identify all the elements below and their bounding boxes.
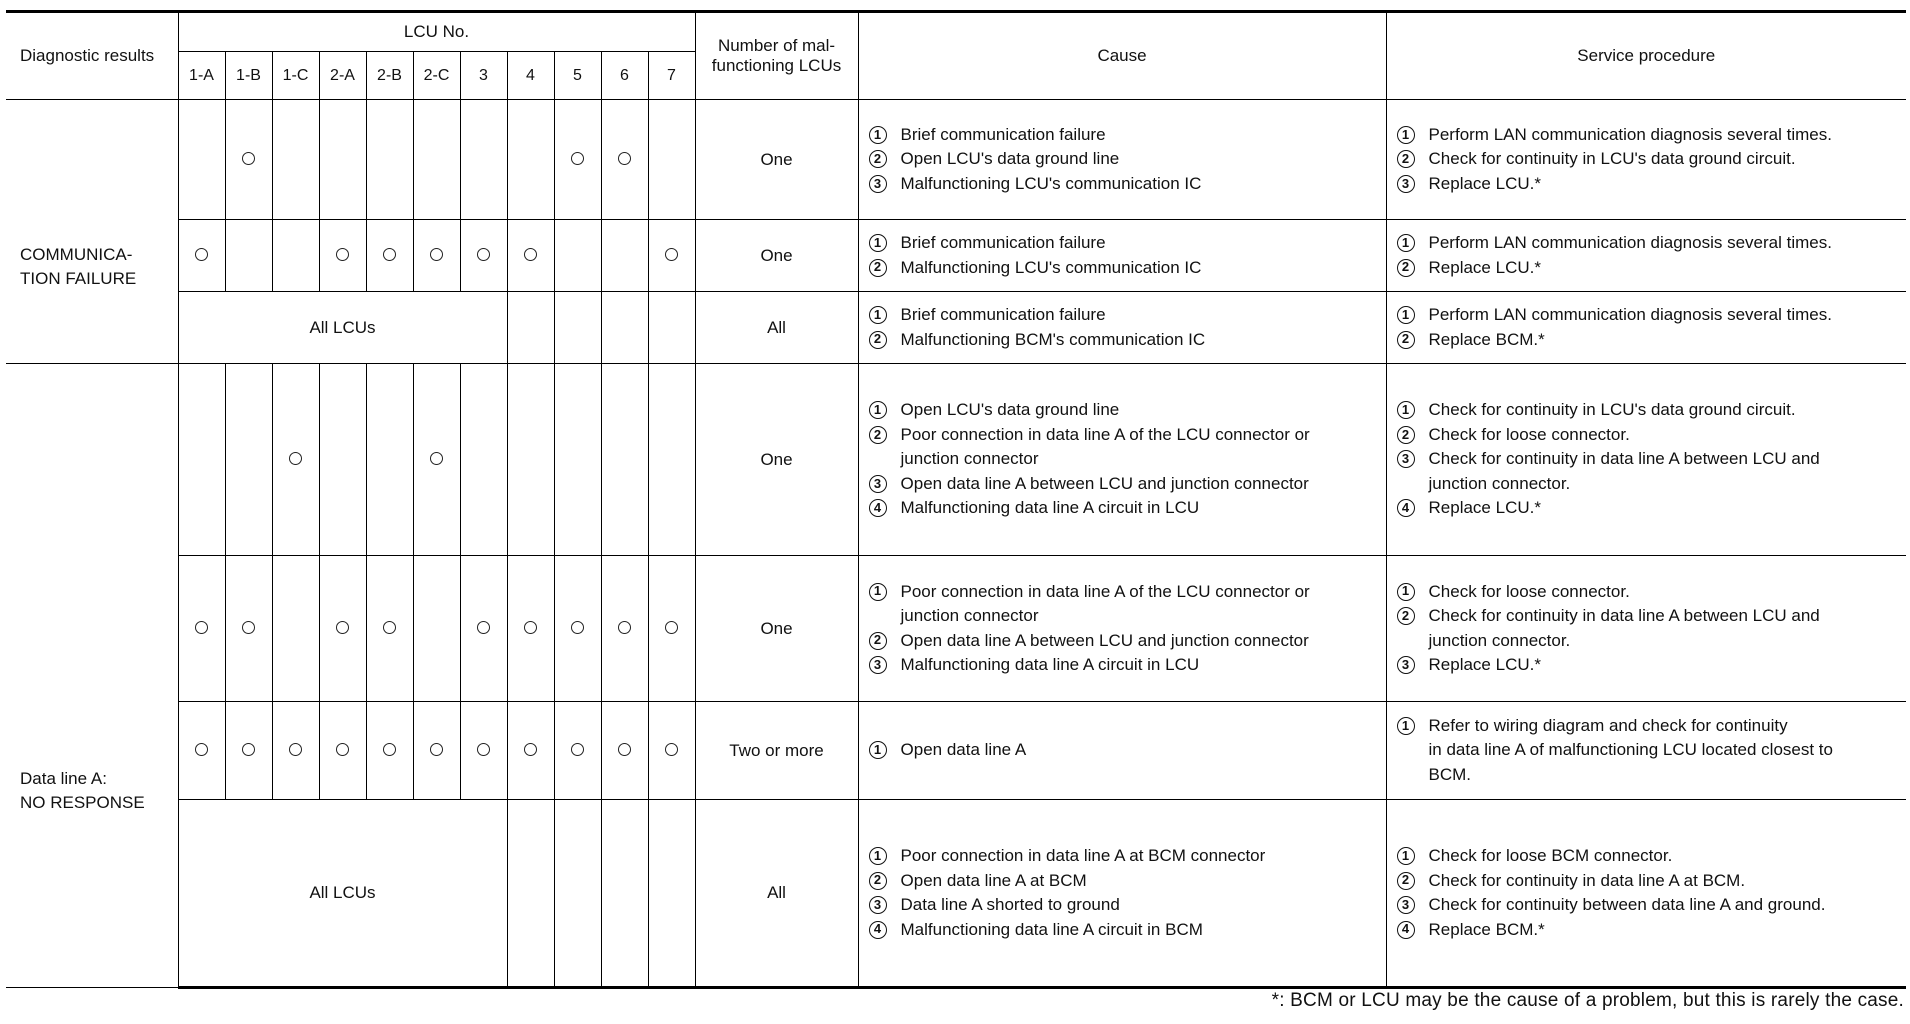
procedure-item-text: Check for loose BCM connector. [1428,846,1673,865]
lcu-mark-cell [225,702,272,800]
lcu-mark-cell [178,364,225,556]
circle-mark-icon [383,743,396,756]
cause-item-text: Open LCU's data ground line [900,149,1120,169]
circle-mark-icon [195,248,208,261]
circled-number-icon: 2 [1397,150,1415,168]
procedure-item [1397,303,1897,328]
lcu-mark-cell [178,556,225,702]
cause-item-text: Brief communication failure [900,305,1106,324]
lcu-mark-cell [178,100,225,220]
circled-number-icon: 2 [869,872,887,890]
circled-number-icon: 1 [1397,234,1415,252]
cause-item-text: Malfunctioning BCM's communication IC [900,329,1206,349]
lcu-mark-cell [225,220,272,292]
procedure-item-text: Check for continuity in data line A between LCU and [1428,606,1820,625]
lcu-mark-cell [319,220,366,292]
lcu-mark-cell [366,220,413,292]
lcu-mark-cell [507,702,554,800]
cause-item [869,580,1376,605]
procedure-item-text: Replace BCM.* [1428,919,1545,939]
lcu-mark-cell [507,220,554,292]
header-lcu-unit: 3 [460,52,507,100]
cause-item-text: Poor connection in data line A of the LCU connector or [900,424,1310,444]
cause-item [869,398,1376,423]
procedure-item-continuation: in data line A of malfunctioning LCU located closest to [1428,740,1833,760]
circle-mark-icon [618,621,631,634]
circled-number-icon: 1 [1397,717,1415,735]
lcu-mark-cell [272,556,319,702]
lcu-mark-cell [601,556,648,702]
circle-mark-icon [665,248,678,261]
lcu-mark-cell [554,556,601,702]
circled-number-icon: 1 [869,234,887,252]
lcu-mark-cell [648,100,695,220]
circled-number-icon: 3 [869,656,887,674]
circled-number-icon: 2 [1397,259,1415,277]
lcu-mark-cell [507,556,554,702]
header-lcu-unit: 7 [648,52,695,100]
diagnostic-result-line1: Data line A: [20,768,107,788]
cause-item-text: Malfunctioning data line A circuit in BCM [900,919,1203,939]
circled-number-icon: 4 [869,921,887,939]
header-lcu-unit: 2-B [366,52,413,100]
cause-item-text: Malfunctioning data line A circuit in LCU [900,655,1200,674]
lcu-mark-cell [507,364,554,556]
lcu-mark-cell [272,364,319,556]
malfunction-count: All [695,292,858,364]
diagnostic-result-line1: COMMUNICA- [20,244,133,264]
circle-mark-icon [524,621,537,634]
lcu-mark-cell [507,100,554,220]
lcu-mark-cell [178,702,225,800]
procedure-item-text: Replace BCM.* [1428,329,1545,349]
cause-item [869,869,1376,894]
circled-number-icon: 4 [1397,499,1415,517]
circled-number-icon: 3 [1397,656,1415,674]
lcu-mark-cell [225,364,272,556]
cause-item [869,303,1376,328]
table-row [6,364,1906,556]
lcu-mark-cell [319,556,366,702]
procedure-item-text: Check for loose connector. [1428,424,1630,444]
lcu-mark-cell [648,556,695,702]
procedure-item-text: Replace LCU.* [1428,498,1541,518]
circle-mark-icon [336,621,349,634]
circle-mark-icon [571,621,584,634]
circle-mark-icon [289,743,302,756]
lcu-empty-cell [601,292,648,364]
circle-mark-icon [665,743,678,756]
circled-number-icon: 4 [869,499,887,517]
cause-item [869,738,1376,763]
all-lcus-cell: All LCUs [178,800,507,988]
lcu-mark-cell [648,220,695,292]
lcu-empty-cell [648,292,695,364]
circle-mark-icon [665,621,678,634]
cause-item [869,653,1376,678]
circle-mark-icon [618,743,631,756]
header-number-malfunctioning [695,12,858,100]
diagnostic-result-line2: NO RESPONSE [20,792,145,812]
cause-item [869,844,1376,869]
circled-number-icon: 1 [869,306,887,324]
procedure-item-text: Replace LCU.* [1428,257,1541,277]
cause-item [869,472,1376,497]
circle-mark-icon [383,621,396,634]
circle-mark-icon [430,248,443,261]
procedure-item [1397,893,1897,918]
header-number-line2: functioning LCUs [711,56,842,75]
procedure-item-text: Check for continuity in LCU's data ground circuit. [1428,400,1796,420]
circled-number-icon: 2 [869,426,887,444]
lcu-empty-cell [648,800,695,988]
circled-number-icon: 1 [869,126,887,144]
table-row [6,702,1906,800]
malfunction-count: All [695,800,858,988]
lcu-mark-cell [319,364,366,556]
procedure-item-text: Check for loose connector. [1428,581,1630,601]
circled-number-icon: 2 [1397,426,1415,444]
diagnostic-result-cell [6,364,178,988]
cause-item [869,918,1376,943]
lcu-empty-cell [554,800,601,988]
lcu-mark-cell [272,100,319,220]
header-lcu-unit: 2-A [319,52,366,100]
lcu-mark-cell [554,702,601,800]
circled-number-icon: 3 [1397,450,1415,468]
procedure-item-text: Perform LAN communication diagnosis several times. [1428,233,1832,252]
circle-mark-icon [477,248,490,261]
cause-item-text: Open data line A between LCU and junction connector [900,630,1309,650]
lcu-mark-cell [366,100,413,220]
cause-item-text: Data line A shorted to ground [900,895,1120,914]
malfunction-count: Two or more [695,702,858,800]
cause-item [869,231,1376,256]
procedure-item-text: Perform LAN communication diagnosis several times. [1428,305,1832,324]
procedure-item [1397,256,1897,281]
table-row [6,800,1906,988]
lcu-mark-cell [460,556,507,702]
circled-number-icon: 3 [1397,896,1415,914]
header-number-line1: Number of mal- [717,36,836,55]
circle-mark-icon [195,743,208,756]
procedure-item-continuation: junction connector. [1428,630,1571,650]
lcu-mark-cell [554,364,601,556]
lcu-mark-cell [460,220,507,292]
circled-number-icon: 1 [1397,401,1415,419]
circled-number-icon: 1 [869,401,887,419]
circle-mark-icon [524,248,537,261]
circle-mark-icon [524,743,537,756]
procedure-item [1397,123,1897,148]
circle-mark-icon [242,743,255,756]
lcu-mark-cell [460,702,507,800]
lcu-mark-cell [413,364,460,556]
lcu-mark-cell [366,556,413,702]
malfunction-count: One [695,556,858,702]
cause-item [869,123,1376,148]
lcu-mark-cell [413,220,460,292]
circle-mark-icon [430,743,443,756]
procedure-item [1397,918,1897,943]
lcu-mark-cell [648,702,695,800]
procedure-item [1397,328,1897,353]
circle-mark-icon [477,621,490,634]
procedure-item-text: Check for continuity in data line A at BCM. [1428,870,1746,890]
procedure-item [1397,844,1897,869]
procedure-item [1397,653,1897,678]
procedure-item [1397,714,1897,739]
lcu-mark-cell [225,556,272,702]
diagnostic-table-body [6,100,1906,988]
lcu-mark-cell [413,100,460,220]
circle-mark-icon [336,743,349,756]
table-row [6,292,1906,364]
cause-item [869,893,1376,918]
circled-number-icon: 1 [1397,847,1415,865]
procedure-item [1397,447,1897,472]
cause-item-text: Poor connection in data line A at BCM connector [900,846,1266,865]
header-lcu-unit: 1-A [178,52,225,100]
lcu-mark-cell [178,220,225,292]
lcu-mark-cell [413,702,460,800]
procedure-item-text: Replace LCU.* [1428,655,1541,674]
lcu-mark-cell [554,100,601,220]
header-lcu-unit: 1-B [225,52,272,100]
circled-number-icon: 3 [869,896,887,914]
header-lcu-unit: 2-C [413,52,460,100]
cause-item [869,629,1376,654]
cause-item-text: Malfunctioning LCU's communication IC [900,173,1202,193]
lcu-mark-cell [601,364,648,556]
lcu-mark-cell [413,556,460,702]
malfunction-count: One [695,364,858,556]
lcu-mark-cell [554,220,601,292]
cause-item [869,423,1376,448]
circled-number-icon: 3 [1397,175,1415,193]
circled-number-icon: 1 [1397,126,1415,144]
circle-mark-icon [430,452,443,465]
lcu-mark-cell [225,100,272,220]
circle-mark-icon [383,248,396,261]
cause-item-text: Malfunctioning LCU's communication IC [900,257,1202,277]
lcu-empty-cell [507,292,554,364]
procedure-item-continuation: junction connector. [1428,473,1571,493]
circled-number-icon: 3 [869,175,887,193]
circled-number-icon: 2 [869,632,887,650]
header-lcu-no: LCU No. [178,12,695,52]
procedure-item [1397,398,1897,423]
cause-item [869,328,1376,353]
circle-mark-icon [195,621,208,634]
lcu-mark-cell [648,364,695,556]
lcu-mark-cell [460,100,507,220]
lcu-mark-cell [319,702,366,800]
cause-item-text: Malfunctioning data line A circuit in LCU [900,498,1200,518]
circled-number-icon: 1 [869,583,887,601]
cause-item [869,147,1376,172]
diagnostic-table [6,10,1906,989]
circled-number-icon: 1 [1397,306,1415,324]
procedure-item [1397,496,1897,521]
circled-number-icon: 2 [869,331,887,349]
circle-mark-icon [289,452,302,465]
procedure-item-text: Perform LAN communication diagnosis several times. [1428,124,1832,144]
header-diagnostic-results: Diagnostic results [6,12,178,100]
circle-mark-icon [618,152,631,165]
lcu-mark-cell [366,364,413,556]
circled-number-icon: 2 [1397,872,1415,890]
cause-item-text: Brief communication failure [900,233,1106,252]
lcu-empty-cell [601,800,648,988]
cause-item-text: Open data line A at BCM [900,870,1087,890]
circled-number-icon: 2 [869,259,887,277]
circle-mark-icon [336,248,349,261]
circled-number-icon: 2 [869,150,887,168]
cause-item-text: Brief communication failure [900,124,1106,144]
procedure-item [1397,172,1897,197]
header-cause: Cause [858,12,1386,100]
procedure-item-text: Replace LCU.* [1428,173,1541,193]
lcu-mark-cell [272,220,319,292]
header-lcu-unit: 5 [554,52,601,100]
circle-mark-icon [242,621,255,634]
circled-number-icon: 2 [1397,607,1415,625]
lcu-mark-cell [601,100,648,220]
circled-number-icon: 2 [1397,331,1415,349]
all-lcus-cell: All LCUs [178,292,507,364]
diagnostic-result-line2: TION FAILURE [20,268,137,288]
circled-number-icon: 1 [1397,583,1415,601]
procedure-item-text: Check for continuity between data line A and ground. [1428,895,1826,914]
procedure-item [1397,580,1897,605]
circle-mark-icon [477,743,490,756]
procedure-item-text: Check for continuity in data line A between LCU and [1428,449,1820,469]
cause-item-text: Open data line A [900,740,1027,760]
header-service-procedure: Service procedure [1386,12,1906,100]
lcu-mark-cell [601,702,648,800]
circle-mark-icon [571,152,584,165]
header-lcu-unit: 6 [601,52,648,100]
procedure-item-text: Refer to wiring diagram and check for continuity [1428,715,1788,735]
cause-item-text: Open data line A between LCU and junction connector [900,473,1309,493]
cause-item-continuation: junction connector [900,449,1039,469]
diagnostic-document [6,10,1906,989]
procedure-item [1397,231,1897,256]
lcu-mark-cell [366,702,413,800]
lcu-mark-cell [601,220,648,292]
header-lcu-unit: 4 [507,52,554,100]
procedure-item-continuation: BCM. [1428,764,1472,784]
cause-item [869,172,1376,197]
cause-item-continuation: junction connector [900,606,1039,625]
lcu-empty-cell [554,292,601,364]
cause-item [869,496,1376,521]
table-row [6,100,1906,220]
procedure-item-text: Check for continuity in LCU's data ground circuit. [1428,149,1796,169]
cause-item [869,256,1376,281]
footnote: *: BCM or LCU may be the cause of a problem, but this is rarely the case. [1271,990,1904,1011]
circle-mark-icon [571,743,584,756]
malfunction-count: One [695,100,858,220]
cause-item-text: Open LCU's data ground line [900,400,1120,420]
circled-number-icon: 1 [869,847,887,865]
diagnostic-result-cell [6,100,178,364]
lcu-mark-cell [272,702,319,800]
header-lcu-unit: 1-C [272,52,319,100]
cause-item-text: Poor connection in data line A of the LCU connector or [900,581,1310,601]
procedure-item [1397,869,1897,894]
circled-number-icon: 1 [869,741,887,759]
circle-mark-icon [242,152,255,165]
procedure-item [1397,147,1897,172]
table-row [6,556,1906,702]
procedure-item [1397,604,1897,629]
procedure-item [1397,423,1897,448]
table-row [6,220,1906,292]
lcu-mark-cell [460,364,507,556]
malfunction-count: One [695,220,858,292]
lcu-empty-cell [507,800,554,988]
circled-number-icon: 4 [1397,921,1415,939]
circled-number-icon: 3 [869,475,887,493]
lcu-mark-cell [319,100,366,220]
